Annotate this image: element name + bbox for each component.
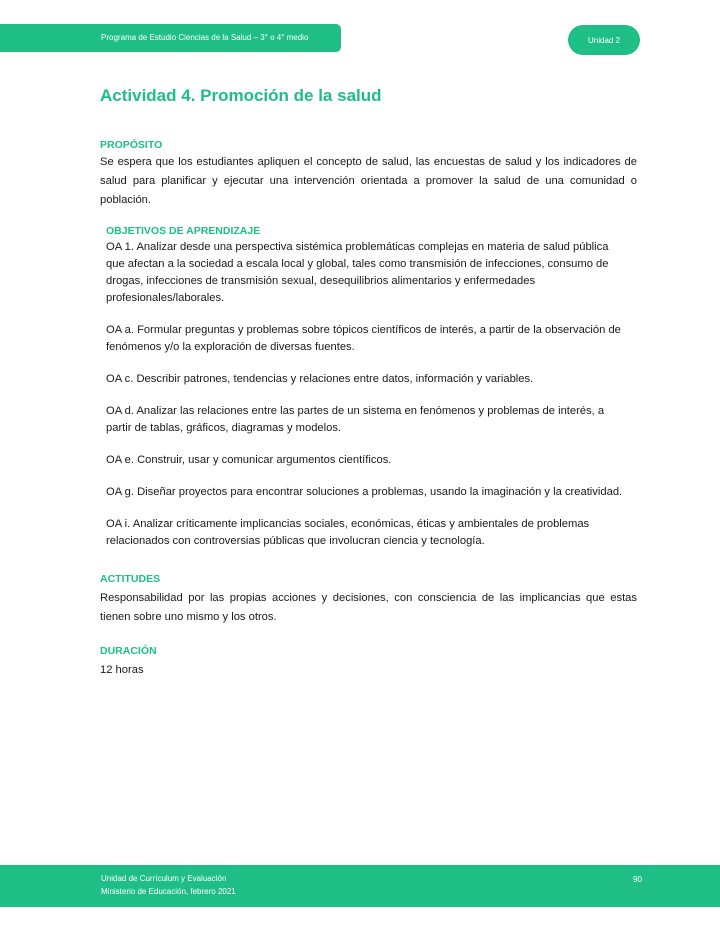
objetivo-item: OA d. Analizar las relaciones entre las partes de un sistema en fenómenos y problemas de interés, a partir de tablas, gráficos, diagramas y modelos. (106, 405, 605, 434)
duracion-text: 12 horas (100, 664, 144, 676)
unit-badge: Unidad 2 (568, 25, 640, 55)
objetivo-item: OA i. Analizar críticamente implicancias sociales, económicas, éticas y ambientales de problemas relacionados con controversias públicas que involucran ciencia y tecnología. (106, 518, 590, 547)
objetivo-item: OA a. Formular preguntas y problemas sobre tópicos científicos de interés, a partir de la observación de fenómenos y/o la exploración de diversas fuentes. (106, 324, 621, 353)
program-title: Programa de Estudio Ciencias de la Salud – 3° o 4° medio (101, 33, 309, 42)
actitudes-text: Responsabilidad por las propias acciones y decisiones, con consciencia de las implicancias que estas tienen sobre uno mismo y los otros. (100, 592, 637, 623)
page-number: 90 (633, 875, 642, 884)
objetivos-heading: OBJETIVOS DE APRENDIZAJE (106, 225, 261, 237)
footer-institution: Unidad de Currículum y Evaluación (101, 874, 227, 883)
objetivo-item: OA g. Diseñar proyectos para encontrar soluciones a problemas, usando la imaginación y la creatividad. (106, 486, 623, 498)
proposito-heading: PROPÓSITO (100, 139, 163, 151)
footer-ministry: Ministerio de Educación, febrero 2021 (101, 887, 236, 896)
objetivo-item: OA 1. Analizar desde una perspectiva sistémica problemáticas complejas en materia de salud pública que afectan a la sociedad a escala local y global, tales como transmisión de infecciones, consumo de drogas, infecciones de transmisión sexual, desequilibrios alimentarios y enfermedades profesionales/laborales. (106, 241, 609, 304)
objetivo-item: OA e. Construir, usar y comunicar argumentos científicos. (106, 454, 392, 466)
objetivo-item: OA c. Describir patrones, tendencias y relaciones entre datos, información y variables. (106, 373, 534, 385)
activity-title: Actividad 4. Promoción de la salud (100, 86, 382, 105)
objetivos-list (106, 239, 626, 565)
duracion-heading: DURACIÓN (100, 645, 157, 657)
footer-bar (0, 865, 720, 907)
proposito-text: Se espera que los estudiantes apliquen el concepto de salud, las encuestas de salud y los indicadores de salud para planificar y ejecutar una intervención orientada a promover la salud de una comunidad o población. (100, 156, 637, 206)
actitudes-heading: ACTITUDES (100, 573, 161, 585)
